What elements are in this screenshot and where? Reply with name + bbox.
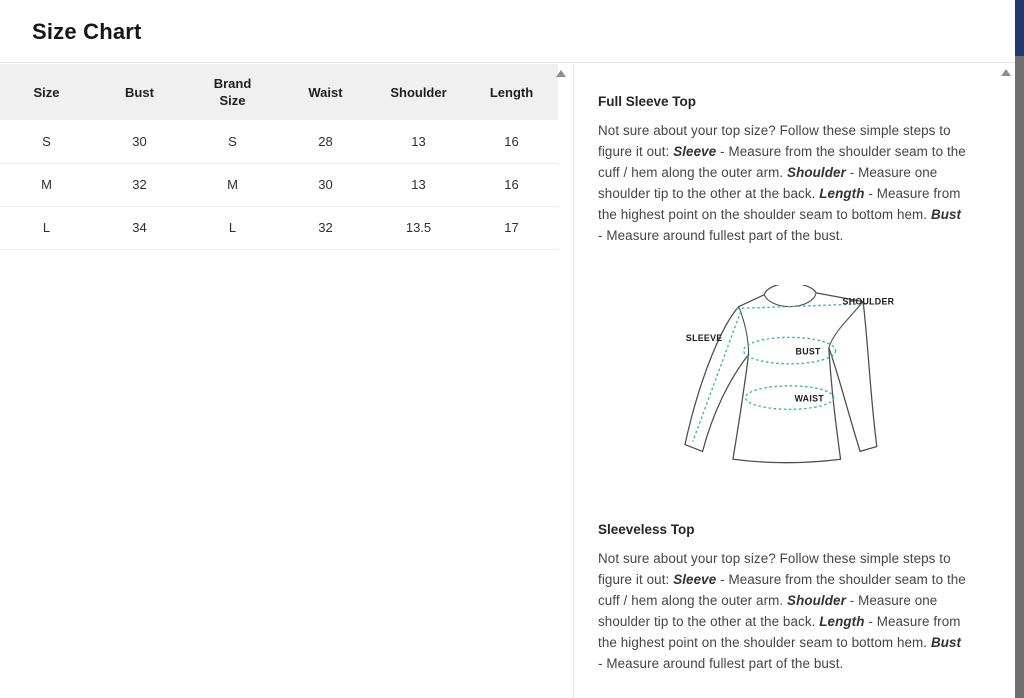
column-header bbox=[279, 64, 372, 120]
size-table-body bbox=[0, 120, 558, 249]
table-scroll-up-icon[interactable] bbox=[556, 70, 566, 77]
column-header-label: Length bbox=[489, 84, 534, 100]
column-header bbox=[465, 64, 558, 120]
table-cell: L bbox=[0, 206, 93, 249]
table-cell: 13 bbox=[372, 120, 465, 163]
table-row bbox=[0, 163, 558, 206]
measure-guide-panel bbox=[574, 64, 1014, 698]
table-cell: 30 bbox=[93, 120, 186, 163]
page-scrollbar[interactable] bbox=[1015, 0, 1024, 698]
column-header bbox=[93, 64, 186, 120]
shirt-body-outline bbox=[685, 285, 877, 463]
sleeve-label: SLEEVE bbox=[685, 332, 723, 343]
table-cell: 16 bbox=[465, 163, 558, 206]
measure-term: Bust bbox=[930, 207, 962, 222]
table-cell: 30 bbox=[279, 163, 372, 206]
column-header-label: Bust bbox=[125, 84, 154, 100]
text-run: - Measure around fullest part of the bust. bbox=[598, 656, 844, 671]
section-body-full-sleeve bbox=[598, 120, 968, 246]
table-cell: 17 bbox=[465, 206, 558, 249]
table-cell: 32 bbox=[93, 163, 186, 206]
table-cell: L bbox=[186, 206, 279, 249]
column-header-label: Size bbox=[33, 84, 60, 100]
measure-term: Bust bbox=[930, 635, 962, 650]
text-run: - Measure around fullest part of the bust. bbox=[598, 228, 844, 243]
column-header bbox=[186, 64, 279, 120]
measure-term: Sleeve bbox=[673, 144, 717, 159]
text-run: - Measure one shoulder tip to the other at the back. bbox=[598, 165, 938, 201]
table-cell: 32 bbox=[279, 206, 372, 249]
table-row bbox=[0, 206, 558, 249]
table-cell: 13.5 bbox=[372, 206, 465, 249]
measure-term: Sleeve bbox=[673, 572, 717, 587]
column-header bbox=[372, 64, 465, 120]
column-header-label: Brand Size bbox=[213, 76, 252, 108]
text-run: - Measure from the shoulder seam to the cuff / hem along the outer arm. bbox=[598, 572, 966, 608]
waist-label: WAIST bbox=[794, 393, 824, 404]
section-body-sleeveless bbox=[598, 548, 968, 674]
table-cell: S bbox=[0, 120, 93, 163]
text-run: - Measure from the shoulder seam to the cuff / hem along the outer arm. bbox=[598, 144, 966, 180]
text-run: - Measure from the highest point on the shoulder seam to bottom hem. bbox=[598, 186, 961, 222]
size-table bbox=[0, 64, 558, 250]
measure-term: Length bbox=[819, 186, 865, 201]
titlebar bbox=[0, 0, 1024, 63]
measure-term: Length bbox=[819, 614, 865, 629]
page-scrollbar-thumb[interactable] bbox=[1015, 0, 1024, 56]
section-heading-full-sleeve: Full Sleeve Top bbox=[598, 94, 697, 109]
panel-scroll-up-icon[interactable] bbox=[1001, 69, 1011, 76]
text-run: - Measure one shoulder tip to the other at the back. bbox=[598, 593, 938, 629]
column-header bbox=[0, 64, 93, 120]
section-heading-sleeveless: Sleeveless Top bbox=[598, 522, 695, 537]
text-run: - Measure from the highest point on the shoulder seam to bottom hem. bbox=[598, 614, 961, 650]
table-cell: 34 bbox=[93, 206, 186, 249]
size-table-header bbox=[0, 64, 558, 120]
measure-term: Shoulder bbox=[787, 593, 846, 608]
table-row bbox=[0, 120, 558, 163]
table-cell: 13 bbox=[372, 163, 465, 206]
bust-label: BUST bbox=[795, 346, 821, 357]
up-arrow-icon bbox=[1001, 69, 1011, 76]
column-header-label: Shoulder bbox=[390, 84, 447, 100]
up-arrow-icon bbox=[556, 70, 566, 77]
garment-diagram bbox=[650, 285, 900, 471]
table-cell: 28 bbox=[279, 120, 372, 163]
size-table-area bbox=[0, 64, 558, 250]
table-cell: M bbox=[186, 163, 279, 206]
table-cell: S bbox=[186, 120, 279, 163]
header-row bbox=[0, 64, 558, 120]
column-header-label: Waist bbox=[308, 84, 343, 100]
text-run: Not sure about your top size? Follow these simple steps to figure it out: bbox=[598, 123, 951, 159]
text-run: Not sure about your top size? Follow these simple steps to figure it out: bbox=[598, 551, 951, 587]
measure-term: Shoulder bbox=[787, 165, 846, 180]
table-cell: 16 bbox=[465, 120, 558, 163]
table-cell: M bbox=[0, 163, 93, 206]
page-title: Size Chart bbox=[32, 19, 142, 44]
shoulder-label: SHOULDER bbox=[842, 296, 895, 307]
